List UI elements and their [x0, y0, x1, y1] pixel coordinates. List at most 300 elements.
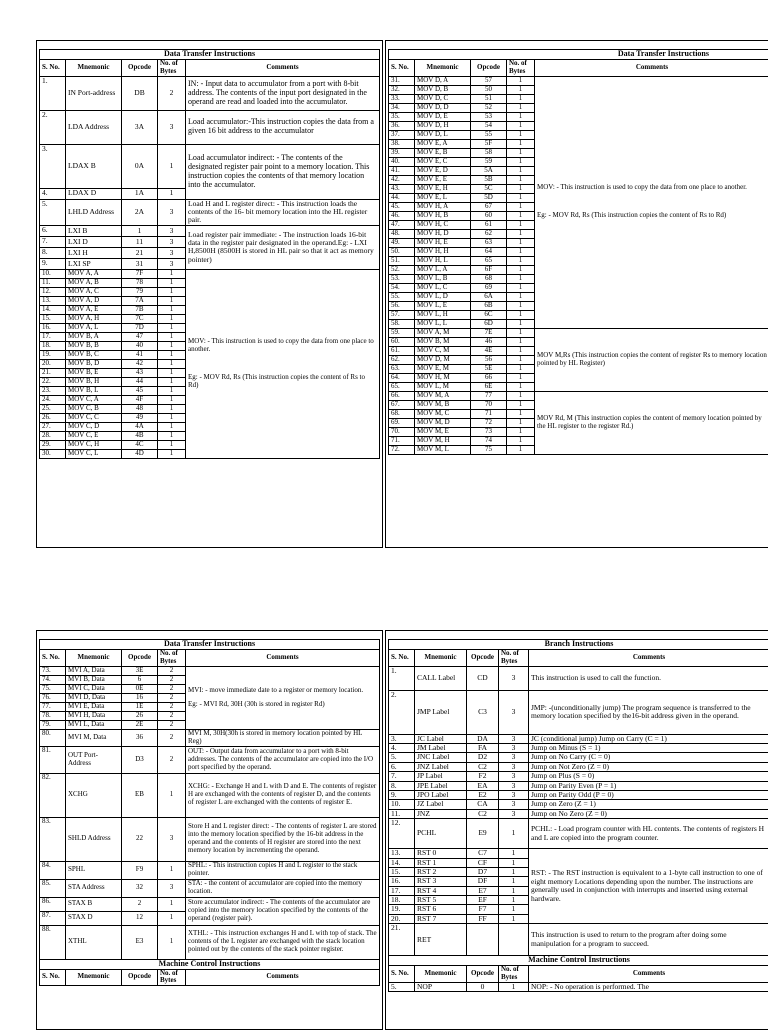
bytes-cell: 1 [499, 819, 529, 849]
opcode-cell: 55 [471, 130, 507, 139]
bytes-cell: 1 [158, 269, 186, 278]
bytes-cell: 1 [499, 982, 529, 991]
col-opcode: Opcode [471, 59, 507, 76]
opcode-cell: 0E [122, 684, 158, 693]
opcode-cell: 32 [122, 879, 158, 897]
mnemonic-cell: MOV A, H [66, 314, 122, 323]
mnemonic-cell: NOP [415, 982, 467, 991]
mnemonic-cell: PCHL [415, 819, 467, 849]
mnemonic-cell: MOV D, B [415, 85, 471, 94]
mnemonic-cell: MOV D, A [415, 76, 471, 85]
col-sno: S. No. [40, 969, 66, 986]
bytes-cell: 1 [507, 373, 535, 382]
bytes-cell: 1 [507, 400, 535, 409]
mnemonic-cell: MVI E, Data [66, 702, 122, 711]
opcode-cell: E7 [467, 886, 499, 895]
sno-cell: 14. [389, 858, 415, 867]
sno-cell: 34. [389, 103, 415, 112]
sno-cell: 4. [389, 744, 415, 753]
bytes-cell: 3 [158, 199, 186, 225]
opcode-cell: 1 [122, 225, 158, 236]
table-row [389, 391, 768, 400]
mnemonic-cell: MOV E, D [415, 166, 471, 175]
mnemonic-cell: MOV D, L [415, 130, 471, 139]
sno-cell: 41. [389, 166, 415, 175]
bytes-cell: 1 [507, 427, 535, 436]
mnemonic-cell: LDAX D [66, 188, 122, 199]
table-row [40, 144, 380, 188]
sno-cell: 15. [40, 314, 66, 323]
bytes-cell: 1 [158, 314, 186, 323]
sno-cell: 55. [389, 292, 415, 301]
mov-rd-m-comment: MOV Rd, M (This instruction copies the content of memory location pointed by the HL register to the register Rd.) [535, 391, 768, 454]
comment-cell: Store H and L register direct: - The contents of register L are stored into the memory location specified by the 16-bit address in the operand and the contents of H register are stored into the next memory location by incrementing the operand. [186, 817, 380, 861]
mnemonic-cell: JM Label [415, 744, 467, 753]
bytes-cell: 1 [158, 278, 186, 287]
table-title: Data Transfer Instructions [40, 50, 380, 60]
bytes-cell: 1 [507, 76, 535, 85]
bytes-cell: 1 [507, 445, 535, 454]
sno-cell: 84. [40, 861, 66, 879]
bytes-cell: 1 [507, 364, 535, 373]
comment-cell: Jump on No Carry (C = 0) [529, 753, 768, 762]
opcode-cell: 72 [471, 418, 507, 427]
col-comments: Comments [529, 649, 768, 666]
opcode-cell: 40 [122, 341, 158, 350]
col-mnemonic: Mnemonic [66, 649, 122, 666]
bytes-cell: 1 [507, 247, 535, 256]
sno-cell: 17. [40, 332, 66, 341]
opcode-cell: 4B [122, 431, 158, 440]
sno-cell: 20. [40, 359, 66, 368]
bytes-cell: 2 [158, 720, 186, 729]
col-bytes: No. of Bytes [158, 59, 186, 76]
table-row [40, 666, 380, 675]
mnemonic-cell: MOV M, C [415, 409, 471, 418]
sno-cell: 62. [389, 355, 415, 364]
mnemonic-cell: MOV L, L [415, 319, 471, 328]
table-row [40, 817, 380, 861]
opcode-cell: 5D [471, 193, 507, 202]
sno-cell: 83. [40, 817, 66, 861]
mnemonic-cell: RST 0 [415, 849, 467, 858]
mnemonic-cell: MOV M, H [415, 436, 471, 445]
mnemonic-cell: SPHL [66, 861, 122, 879]
mnemonic-cell: MOV E, H [415, 184, 471, 193]
opcode-cell: 48 [122, 404, 158, 413]
table-row [389, 800, 768, 809]
bytes-cell: 1 [158, 897, 186, 911]
mnemonic-cell: RST 6 [415, 905, 467, 914]
mnemonic-cell: MOV H, C [415, 220, 471, 229]
mnemonic-cell: MOV L, C [415, 283, 471, 292]
sno-cell: 29. [40, 440, 66, 449]
mov-m-rs-comment: MOV M,Rs (This instruction copies the content of register Rs to memory location pointed by HL Register) [535, 328, 768, 391]
comment-cell: OUT: - Output data from accumulator to a port with 8-bit addresses. The contents of the accumulator are copied into the I/O port specified by the operand. [186, 746, 380, 773]
comment-cell: SPHL: - This instruction copies H and L register to the stack pointer. [186, 861, 380, 879]
opcode-cell: C7 [467, 849, 499, 858]
sno-cell: 79. [40, 720, 66, 729]
table-row [40, 959, 380, 969]
rst-comment-cell: RST: - The RST instruction is equivalent to a 1-byte call instruction to one of eight memory Locations depending upon the number. The instructions are generally used in conjunction with interrupts and inserted using external hardware. [529, 849, 768, 924]
bytes-cell: 3 [499, 762, 529, 771]
opcode-cell: 59 [471, 157, 507, 166]
table-row [389, 809, 768, 818]
sno-cell: 27. [40, 422, 66, 431]
bytes-cell: 1 [507, 391, 535, 400]
comment-cell: JMP: -(unconditionally jump) The program sequence is transferred to the memory location specified by the16-bit address given in the operand. [529, 690, 768, 734]
sno-cell: 15. [389, 867, 415, 876]
opcode-cell: 0A [122, 144, 158, 188]
mnemonic-cell: RST 4 [415, 886, 467, 895]
mnemonic-cell: MOV E, B [415, 148, 471, 157]
sno-cell: 87. [40, 911, 66, 925]
bytes-cell: 1 [499, 877, 529, 886]
mvi-comment-cell [186, 666, 380, 729]
opcode-cell: 12 [122, 911, 158, 925]
opcode-cell: E2 [467, 790, 499, 799]
sno-cell: 51. [389, 256, 415, 265]
bytes-cell: 1 [158, 925, 186, 959]
sno-cell: 18. [40, 341, 66, 350]
bytes-cell: 1 [158, 911, 186, 925]
table-row [389, 753, 768, 762]
sno-cell: 33. [389, 94, 415, 103]
table-row [40, 110, 380, 144]
opcode-cell: 6F [471, 265, 507, 274]
table-row [40, 225, 380, 236]
sno-cell: 12. [40, 287, 66, 296]
opcode-cell: 5B [471, 175, 507, 184]
mnemonic-cell: MOV C, M [415, 346, 471, 355]
mnemonic-cell: MOV L, H [415, 310, 471, 319]
table-row [40, 746, 380, 773]
bytes-cell: 3 [499, 781, 529, 790]
sub-table-title: Machine Control Instructions [40, 959, 380, 969]
mnemonic-cell: LXI D [66, 236, 122, 247]
opcode-cell: 58 [471, 148, 507, 157]
opcode-cell: 5E [471, 364, 507, 373]
bytes-cell: 1 [507, 355, 535, 364]
table-row [389, 849, 768, 858]
opcode-cell: 47 [122, 332, 158, 341]
mnemonic-cell: MOV C, D [66, 422, 122, 431]
opcode-cell: 4A [122, 422, 158, 431]
sno-cell: 61. [389, 346, 415, 355]
opcode-cell: 66 [471, 373, 507, 382]
mnemonic-cell: MOV D, H [415, 121, 471, 130]
bytes-cell: 1 [158, 440, 186, 449]
bytes-cell: 1 [507, 103, 535, 112]
data-transfer-grid-1 [39, 49, 380, 459]
data-transfer-table-3 [36, 630, 383, 1030]
bytes-cell: 1 [158, 332, 186, 341]
mnemonic-cell: MOV A, E [66, 305, 122, 314]
opcode-cell: 4D [122, 449, 158, 458]
mvi-example-text: Eg: - MVI Rd, 30H (30h is stored in register Rd) [188, 701, 377, 709]
mnemonic-cell: MOV C, B [66, 404, 122, 413]
sno-cell: 2. [389, 690, 415, 734]
comment-cell: NOP: - No operation is performed. The [529, 982, 768, 991]
sno-cell: 69. [389, 418, 415, 427]
mnemonic-cell: MOV H, L [415, 256, 471, 265]
bytes-cell: 1 [507, 418, 535, 427]
opcode-cell: CF [467, 858, 499, 867]
bytes-cell: 3 [499, 809, 529, 818]
sno-cell: 6. [389, 762, 415, 771]
table-row [389, 982, 768, 991]
col-opcode: Opcode [122, 649, 158, 666]
bytes-cell: 1 [507, 94, 535, 103]
mnemonic-cell: MOV M, L [415, 445, 471, 454]
sno-cell: 16. [389, 877, 415, 886]
mnemonic-cell: MOV C, E [66, 431, 122, 440]
opcode-cell: 6C [471, 310, 507, 319]
bytes-cell: 1 [499, 886, 529, 895]
opcode-cell: 4F [122, 395, 158, 404]
col-comments: Comments [186, 649, 380, 666]
comment-cell: XCHG: - Exchange H and L with D and E. The contents of register H are exchanged with the contents of register D, and the contents of register L are exchanged with the contents of register E. [186, 773, 380, 817]
mnemonic-cell: MOV E, L [415, 193, 471, 202]
table-row [389, 772, 768, 781]
mnemonic-cell: MOV A, C [66, 287, 122, 296]
comment-cell: Jump on Not Zero (Z = 0) [529, 762, 768, 771]
sno-cell: 56. [389, 301, 415, 310]
mov-comment-cell [535, 76, 768, 328]
bytes-cell: 1 [158, 287, 186, 296]
col-bytes: No. of Bytes [507, 59, 535, 76]
sno-cell: 38. [389, 139, 415, 148]
opcode-cell: 75 [471, 445, 507, 454]
opcode-cell: 79 [122, 287, 158, 296]
bytes-cell: 1 [158, 413, 186, 422]
bytes-cell: 3 [499, 690, 529, 734]
opcode-cell: 6D [471, 319, 507, 328]
mnemonic-cell: LXI B [66, 225, 122, 236]
opcode-cell: 2 [122, 897, 158, 911]
col-mnemonic: Mnemonic [66, 969, 122, 986]
sno-cell: 47. [389, 220, 415, 229]
mnemonic-cell: JP Label [415, 772, 467, 781]
opcode-cell: 49 [122, 413, 158, 422]
sno-cell: 20. [389, 914, 415, 923]
bytes-cell: 2 [158, 693, 186, 702]
opcode-cell: 1A [122, 188, 158, 199]
bytes-cell: 1 [158, 773, 186, 817]
bytes-cell: 1 [499, 849, 529, 858]
branch-table [385, 630, 768, 1030]
opcode-cell: 51 [471, 94, 507, 103]
opcode-cell: 78 [122, 278, 158, 287]
data-transfer-grid-2 [388, 49, 768, 455]
opcode-cell: CA [467, 800, 499, 809]
table-row [40, 897, 380, 911]
bytes-cell: 3 [499, 666, 529, 690]
bytes-cell: 3 [158, 879, 186, 897]
mnemonic-cell: CALL Label [415, 666, 467, 690]
bytes-cell: 1 [158, 368, 186, 377]
sno-cell: 43. [389, 184, 415, 193]
sno-cell: 72. [389, 445, 415, 454]
sno-cell: 7. [40, 236, 66, 247]
table-row [40, 925, 380, 959]
col-sno: S. No. [389, 649, 415, 666]
sno-cell: 26. [40, 413, 66, 422]
mnemonic-cell: MOV A, M [415, 328, 471, 337]
bytes-cell: 1 [507, 229, 535, 238]
opcode-cell: 7E [471, 328, 507, 337]
bytes-cell: 1 [507, 328, 535, 337]
opcode-cell: 31 [122, 258, 158, 269]
table-row [40, 879, 380, 897]
bytes-cell: 2 [158, 666, 186, 675]
comment-cell: PCHL: - Load program counter with HL contents. The contents of registers H and L are copied into the program counter. [529, 819, 768, 849]
mnemonic-cell: JPO Label [415, 790, 467, 799]
table-row [389, 744, 768, 753]
mnemonic-cell: MOV L, M [415, 382, 471, 391]
mnemonic-cell: MOV B, D [66, 359, 122, 368]
bytes-cell: 3 [158, 817, 186, 861]
table-row [40, 773, 380, 817]
mnemonic-cell: MOV M, B [415, 400, 471, 409]
bytes-cell: 1 [499, 896, 529, 905]
mnemonic-cell: MOV H, M [415, 373, 471, 382]
bytes-cell: 1 [158, 386, 186, 395]
bytes-cell: 2 [158, 675, 186, 684]
sno-cell: 6. [40, 225, 66, 236]
sno-cell: 21. [40, 368, 66, 377]
data-transfer-grid-3 [39, 639, 380, 986]
mnemonic-cell: MOV A, B [66, 278, 122, 287]
sno-cell: 58. [389, 319, 415, 328]
mnemonic-cell: MOV M, E [415, 427, 471, 436]
opcode-cell: 2A [122, 199, 158, 225]
branch-grid [388, 639, 768, 992]
sno-cell: 67. [389, 400, 415, 409]
sno-cell: 85. [40, 879, 66, 897]
mnemonic-cell: JZ Label [415, 800, 467, 809]
bytes-cell: 1 [158, 359, 186, 368]
mnemonic-cell: MOV L, A [415, 265, 471, 274]
bytes-cell: 1 [507, 292, 535, 301]
bytes-cell: 1 [507, 319, 535, 328]
bytes-cell: 1 [158, 341, 186, 350]
opcode-cell: 3A [122, 110, 158, 144]
opcode-cell: 7B [122, 305, 158, 314]
sno-cell: 36. [389, 121, 415, 130]
mnemonic-cell: LXI SP [66, 258, 122, 269]
mnemonic-cell: JNC Label [415, 753, 467, 762]
mnemonic-cell: MOV B, C [66, 350, 122, 359]
sno-cell: 81. [40, 746, 66, 773]
opcode-cell: D7 [467, 867, 499, 876]
table-row [40, 76, 380, 110]
opcode-cell: 7A [122, 296, 158, 305]
mnemonic-cell: MOV B, M [415, 337, 471, 346]
sno-cell: 57. [389, 310, 415, 319]
mnemonic-cell: MOV H, D [415, 229, 471, 238]
mnemonic-cell: RST 3 [415, 877, 467, 886]
sno-cell: 2. [40, 110, 66, 144]
sno-cell: 16. [40, 323, 66, 332]
bytes-cell: 3 [158, 258, 186, 269]
opcode-cell: 5C [471, 184, 507, 193]
mnemonic-cell: XTHL [66, 925, 122, 959]
col-comments: Comments [529, 966, 768, 983]
table-row [40, 729, 380, 746]
opcode-cell: 7C [122, 314, 158, 323]
sno-cell: 3. [389, 734, 415, 743]
table-row [389, 666, 768, 690]
bytes-cell: 3 [499, 800, 529, 809]
sno-cell: 64. [389, 373, 415, 382]
bytes-cell: 1 [158, 422, 186, 431]
bytes-cell: 3 [158, 225, 186, 236]
opcode-cell: 61 [471, 220, 507, 229]
bytes-cell: 1 [158, 296, 186, 305]
sno-cell: 19. [40, 350, 66, 359]
bytes-cell: 1 [158, 404, 186, 413]
sno-cell: 66. [389, 391, 415, 400]
table-title: Data Transfer Instructions [40, 640, 380, 650]
mnemonic-cell: MOV M, A [415, 391, 471, 400]
opcode-cell: 6E [471, 382, 507, 391]
bytes-cell: 1 [507, 202, 535, 211]
col-sno: S. No. [389, 59, 415, 76]
opcode-cell: FF [467, 914, 499, 923]
sno-cell: 24. [40, 395, 66, 404]
table-row [389, 781, 768, 790]
opcode-cell: 16 [122, 693, 158, 702]
table-row [389, 76, 768, 85]
sno-cell: 22. [40, 377, 66, 386]
sno-cell: 54. [389, 283, 415, 292]
bytes-cell: 1 [158, 449, 186, 458]
opcode-cell: 7F [122, 269, 158, 278]
mnemonic-cell: MVI D, Data [66, 693, 122, 702]
mnemonic-cell: LHLD Address [66, 199, 122, 225]
sno-cell: 71. [389, 436, 415, 445]
sno-cell: 70. [389, 427, 415, 436]
mnemonic-cell: JC Label [415, 734, 467, 743]
mnemonic-cell: MOV D, D [415, 103, 471, 112]
comment-cell: IN: - Input data to accumulator from a port with 8-bit address. The contents of the input port designated in the operand are read and loaded into the accumulator. [186, 76, 380, 110]
sno-cell: 8. [389, 781, 415, 790]
comment-cell: STA: - the content of accumulator are copied into the memory location. [186, 879, 380, 897]
bytes-cell: 3 [158, 236, 186, 247]
mnemonic-cell: STAX B [66, 897, 122, 911]
bytes-cell: 3 [158, 247, 186, 258]
table-row [389, 819, 768, 849]
mnemonic-cell: MOV C, L [66, 449, 122, 458]
opcode-cell: 21 [122, 247, 158, 258]
sno-cell: 4. [40, 188, 66, 199]
table-row [389, 328, 768, 337]
sno-cell: 14. [40, 305, 66, 314]
table-row [389, 690, 768, 734]
opcode-cell: 69 [471, 283, 507, 292]
bytes-cell: 1 [507, 238, 535, 247]
table-row [389, 966, 768, 983]
comment-cell: Load register pair immediate: - The instruction loads 16-bit data in the register pair designated in the operand.Eg: - LXI H,8500H (8500H is stored in HL pair so that it act as memory pointer) [186, 225, 380, 269]
opcode-cell: 22 [122, 817, 158, 861]
bytes-cell: 1 [499, 905, 529, 914]
mnemonic-cell: XCHG [66, 773, 122, 817]
bytes-cell: 1 [507, 175, 535, 184]
col-bytes: No. of Bytes [499, 649, 529, 666]
sno-cell: 52. [389, 265, 415, 274]
sno-cell: 25. [40, 404, 66, 413]
